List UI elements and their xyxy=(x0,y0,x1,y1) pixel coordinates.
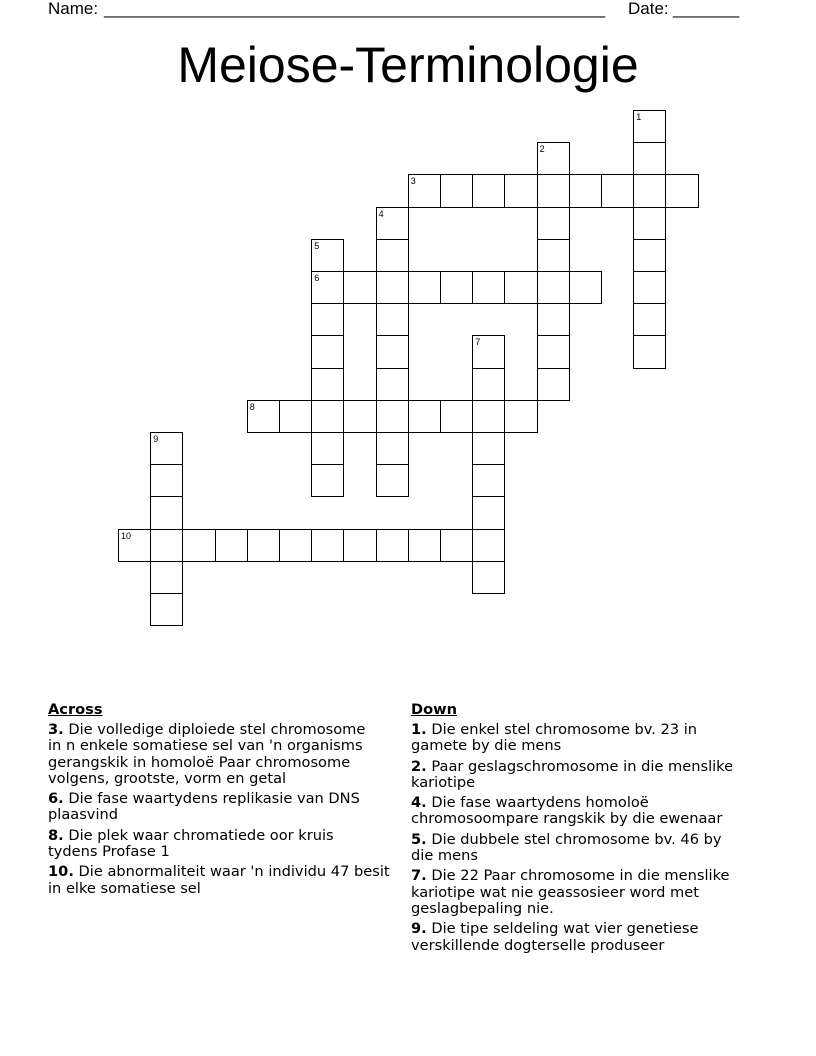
grid-cell[interactable] xyxy=(633,110,666,143)
clue-line xyxy=(48,828,404,844)
clue-line xyxy=(48,864,404,880)
grid-cell[interactable] xyxy=(537,239,570,272)
grid-cell[interactable] xyxy=(343,529,376,562)
across-heading: Across xyxy=(48,701,103,718)
grid-cell[interactable] xyxy=(440,174,473,207)
grid-cell[interactable] xyxy=(343,271,376,304)
down-clue-list xyxy=(411,702,751,958)
grid-cell[interactable] xyxy=(311,432,344,465)
clue-text: Die tipe seldeling wat vier genetiese xyxy=(431,920,699,938)
clue-line xyxy=(48,738,404,754)
grid-cell[interactable] xyxy=(150,432,183,465)
grid-cell[interactable] xyxy=(633,303,666,336)
clue-number: 9 . xyxy=(411,920,427,937)
grid-cell[interactable] xyxy=(150,496,183,529)
grid-cell[interactable] xyxy=(633,207,666,240)
clue-text: volgens, grootste, vorm en getal xyxy=(48,769,287,787)
date-blank-field[interactable]: _______ xyxy=(673,0,740,18)
clue-text: Die enkel stel chromosome bv. 23 in xyxy=(431,721,698,738)
clue-down-7 xyxy=(411,868,751,917)
grid-cell[interactable] xyxy=(472,529,505,562)
clue-across-8 xyxy=(48,828,404,861)
grid-cell[interactable] xyxy=(150,464,183,497)
clue-down-1 xyxy=(411,722,751,755)
clue-text: Die plek waar chromatiede oor kruis xyxy=(68,826,334,844)
clue-line xyxy=(48,771,404,787)
clue-number: 7 . xyxy=(411,867,427,884)
grid-cell[interactable] xyxy=(537,207,570,240)
grid-cell[interactable] xyxy=(311,529,344,562)
crossword-grid xyxy=(118,110,699,627)
grid-cell[interactable] xyxy=(472,464,505,497)
clue-across-6 xyxy=(48,791,404,824)
grid-cell[interactable] xyxy=(376,368,409,401)
grid-cell[interactable] xyxy=(472,400,505,433)
clue-across-10 xyxy=(48,864,404,897)
grid-cell[interactable] xyxy=(504,271,537,304)
grid-cell[interactable] xyxy=(633,239,666,272)
grid-cell[interactable] xyxy=(472,432,505,465)
grid-cell[interactable] xyxy=(601,174,634,207)
clue-down-5 xyxy=(411,832,751,865)
grid-cell[interactable] xyxy=(537,335,570,368)
clue-text: Die dubbele stel chromosome bv. 46 by xyxy=(431,830,722,848)
date-label: Date: xyxy=(628,0,669,18)
clue-text: verskillende dogterselle produseer xyxy=(411,936,665,954)
grid-cell[interactable] xyxy=(376,207,409,240)
grid-cell[interactable] xyxy=(665,174,698,207)
clue-line xyxy=(48,791,404,807)
grid-cell[interactable] xyxy=(504,400,537,433)
grid-cell[interactable] xyxy=(472,496,505,529)
grid-cell[interactable] xyxy=(343,400,376,433)
clue-number: 4 . xyxy=(411,794,427,811)
clue-text: Die fase waartydens homoloë xyxy=(431,794,649,812)
grid-cell[interactable] xyxy=(472,174,505,207)
clue-number: 10 . xyxy=(48,863,74,880)
clue-across-3 xyxy=(48,722,404,787)
grid-cell[interactable] xyxy=(633,142,666,175)
clue-down-2 xyxy=(411,759,751,792)
clue-text: tydens Profase 1 xyxy=(48,843,170,861)
clue-text: geslagbepaling nie. xyxy=(411,899,554,917)
clue-number: 1 . xyxy=(411,721,427,738)
clue-line xyxy=(411,901,751,917)
grid-cell[interactable] xyxy=(150,561,183,594)
clue-text: kariotipe wat nie geassosieer word met xyxy=(411,883,699,901)
clue-line xyxy=(411,722,751,738)
grid-cell[interactable] xyxy=(311,400,344,433)
grid-cell[interactable] xyxy=(472,271,505,304)
clue-line xyxy=(411,759,751,775)
grid-cell[interactable] xyxy=(440,400,473,433)
clue-text: chromosoompare rangskik by die ewenaar xyxy=(411,810,723,828)
clue-down-9 xyxy=(411,921,751,954)
clue-text: gamete by die mens xyxy=(411,737,562,755)
clue-line xyxy=(411,885,751,901)
across-clues xyxy=(48,722,404,897)
grid-cell[interactable] xyxy=(376,271,409,304)
clue-number: 5 . xyxy=(411,831,427,848)
clue-line xyxy=(48,807,404,823)
clue-line xyxy=(48,722,404,738)
clue-number: 2 . xyxy=(411,758,427,775)
clue-line xyxy=(48,755,404,771)
clue-line xyxy=(411,811,751,827)
grid-cell[interactable] xyxy=(537,303,570,336)
grid-cell[interactable] xyxy=(376,239,409,272)
grid-cell[interactable] xyxy=(440,271,473,304)
grid-cell[interactable] xyxy=(472,335,505,368)
clue-line xyxy=(411,795,751,811)
grid-cell[interactable] xyxy=(247,529,280,562)
grid-cell[interactable] xyxy=(633,271,666,304)
clue-line xyxy=(411,921,751,937)
grid-cell[interactable] xyxy=(118,529,151,562)
grid-cell[interactable] xyxy=(279,400,312,433)
grid-cell[interactable] xyxy=(633,335,666,368)
grid-cell[interactable] xyxy=(150,529,183,562)
clue-text: Paar geslagschromosome in die menslike xyxy=(431,757,734,775)
across-clue-list xyxy=(48,702,404,901)
grid-cell[interactable] xyxy=(311,271,344,304)
grid-cell[interactable] xyxy=(408,174,441,207)
grid-cell[interactable] xyxy=(376,432,409,465)
cell-number-label: 2 xyxy=(539,144,545,155)
clue-text: Die abnormaliteit waar 'n individu 47 besit xyxy=(78,863,390,881)
down-heading: Down xyxy=(411,701,458,718)
clue-text: Die 22 Paar chromosome in die menslike xyxy=(431,867,730,885)
grid-cell[interactable] xyxy=(247,400,280,433)
clue-text: in n enkele somatiese sel van 'n organisms xyxy=(48,737,363,755)
grid-cell[interactable] xyxy=(633,174,666,207)
clue-down-4 xyxy=(411,795,751,828)
grid-cell[interactable] xyxy=(472,561,505,594)
clue-line xyxy=(411,848,751,864)
grid-cell[interactable] xyxy=(569,174,602,207)
cell-number-label: 1 xyxy=(636,112,642,122)
grid-cell[interactable] xyxy=(311,239,344,272)
grid-cell[interactable] xyxy=(311,368,344,401)
cell-number-label: 7 xyxy=(475,337,481,348)
clue-line xyxy=(411,868,751,884)
grid-cell[interactable] xyxy=(408,400,441,433)
grid-cell[interactable] xyxy=(504,174,537,207)
grid-cell[interactable] xyxy=(537,271,570,304)
grid-cell[interactable] xyxy=(408,529,441,562)
grid-cell[interactable] xyxy=(182,529,215,562)
clue-text: Die volledige diploiede stel chromosome xyxy=(68,721,366,738)
grid-cell[interactable] xyxy=(311,303,344,336)
cell-number-label: 4 xyxy=(378,208,384,219)
clue-number: 3 . xyxy=(48,721,64,738)
clue-text: Die fase waartydens replikasie van DNS xyxy=(68,790,360,808)
down-clues xyxy=(411,722,751,954)
clue-number: 8 . xyxy=(48,827,64,844)
name-blank-field[interactable]: _____________________________________________________ xyxy=(104,0,606,18)
cell-number-label: 9 xyxy=(153,434,159,444)
grid-cell[interactable] xyxy=(408,271,441,304)
page-title: Meiose-Terminologie xyxy=(177,37,639,93)
clue-line xyxy=(411,738,751,754)
grid-cell[interactable] xyxy=(311,464,344,497)
cell-number-label: 3 xyxy=(410,176,416,187)
clue-number: 6 . xyxy=(48,790,64,807)
clue-line xyxy=(411,832,751,848)
clue-line xyxy=(411,775,751,791)
grid-cell[interactable] xyxy=(537,174,570,207)
grid-cell[interactable] xyxy=(440,529,473,562)
clue-line xyxy=(411,938,751,954)
clue-line xyxy=(48,881,404,897)
grid-cell[interactable] xyxy=(279,529,312,562)
grid-cell[interactable] xyxy=(537,142,570,175)
cell-number-label: 5 xyxy=(314,240,320,251)
grid-cell[interactable] xyxy=(376,400,409,433)
clue-text: die mens xyxy=(411,847,478,865)
grid-cell[interactable] xyxy=(311,335,344,368)
cell-number-label: 6 xyxy=(314,273,320,283)
grid-cell[interactable] xyxy=(569,271,602,304)
grid-cell[interactable] xyxy=(472,368,505,401)
clue-text: plaasvind xyxy=(48,806,119,824)
clue-text: gerangskik in homoloë Paar chromosome xyxy=(48,753,351,771)
clue-text: kariotipe xyxy=(411,773,476,791)
grid-cell[interactable] xyxy=(537,368,570,401)
grid-cell[interactable] xyxy=(376,529,409,562)
clue-text: in elke somatiese sel xyxy=(48,879,201,897)
cell-number-label: 8 xyxy=(249,401,255,412)
name-label: Name: xyxy=(48,0,99,18)
grid-cell[interactable] xyxy=(376,464,409,497)
grid-cell[interactable] xyxy=(150,593,183,626)
grid-cell[interactable] xyxy=(376,303,409,336)
clue-line xyxy=(48,844,404,860)
grid-cell[interactable] xyxy=(376,335,409,368)
cell-number-label: 10 xyxy=(121,530,132,541)
grid-cell[interactable] xyxy=(215,529,248,562)
